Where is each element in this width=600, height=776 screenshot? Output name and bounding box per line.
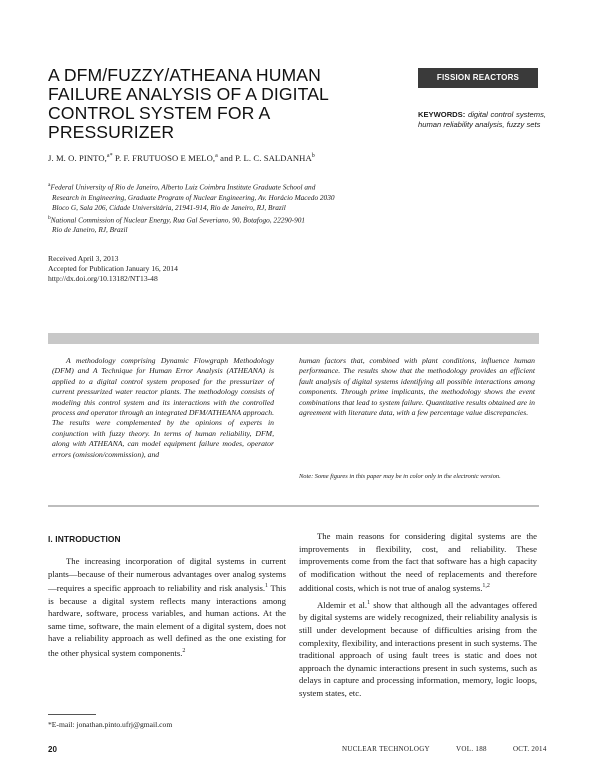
intro-left-text-1: The increasing incorporation of digital systems in current plants—because of their numerous advantages over analog systems—requires a specific approach to reliability and risk analysis. bbox=[48, 556, 286, 594]
publication-history bbox=[48, 254, 178, 285]
keywords-block bbox=[418, 110, 546, 129]
intro-right-text-1: The main reasons for considering digital systems are the improvements in flexibility, cost, and reliability. These improvements come from the fact that software has a high capacity of modification without the need of replacements and therefore additional costs, which is not true of analog systems. bbox=[299, 531, 537, 594]
citation-ref: 2 bbox=[182, 648, 186, 655]
affiliation-a-line3: Bloco G, Sala 206, Cidade Universitária, 21941-914, Rio de Janeiro, RJ, Brazil bbox=[52, 202, 286, 212]
author-2-sup: a bbox=[215, 153, 218, 160]
abstract-top-divider bbox=[48, 333, 539, 344]
abstract-left-column: A methodology comprising Dynamic Flowgraph Methodology (DFM) and A Technique for Human Error Analysis (ATHEANA) is applied to a digital control system proposed for the pressurizer of current pressurized water reactor plants. The methodology consists of modeling this control system and its interactions with the controlled process and operator through an integrated DFM/ATHEANA approach. The results were complemented by the opinions of experts in conjunction with fuzzy theory. In terms of human reliability, DFM, along with ATHEANA, can model equipment failure modes, operator errors (omission/commission), and bbox=[52, 356, 274, 459]
journal-date: OCT. 2014 bbox=[512, 745, 547, 753]
citation-ref: 1 bbox=[367, 599, 371, 606]
intro-right-paragraph-2 bbox=[299, 597, 537, 700]
author-3-sup: b bbox=[311, 153, 315, 160]
affiliation-b-text1: National Commission of Nuclear Energy, Rua Gal Severiano, 90, Botafogo, 22290-901 bbox=[50, 215, 306, 225]
affiliation-b-line1 bbox=[48, 213, 428, 226]
paper-title: A DFM/FUZZY/ATHEANA HUMAN FAILURE ANALYSIS OF A DIGITAL CONTROL SYSTEM FOR A PRESSURIZER bbox=[48, 65, 329, 142]
intro-right-column bbox=[299, 530, 537, 700]
doi-link[interactable]: http://dx.doi.org/10.13182/NT13-48 bbox=[48, 274, 158, 284]
intro-left-paragraph bbox=[48, 555, 286, 660]
section-tag: FISSION REACTORS bbox=[418, 68, 538, 88]
page-number: 20 bbox=[48, 745, 57, 754]
color-note: Note: Some figures in this paper may be in color only in the electronic version. bbox=[299, 473, 501, 480]
affiliation-a-line1 bbox=[48, 180, 428, 193]
intro-right-text-2: Aldemir et al. bbox=[317, 599, 368, 610]
author-3: P. L. C. SALDANHA bbox=[235, 153, 312, 163]
section-heading-introduction: I. INTRODUCTION bbox=[48, 534, 121, 544]
received-date: Received April 3, 2013 bbox=[48, 254, 119, 263]
author-conj: and bbox=[220, 153, 233, 163]
accepted-date: Accepted for Publication January 16, 2014 bbox=[48, 264, 178, 274]
citation-ref: 1 bbox=[265, 583, 269, 590]
affiliation-b-line2: Rio de Janeiro, RJ, Brazil bbox=[52, 225, 128, 235]
author-1: J. M. O. PINTO, bbox=[48, 153, 107, 163]
author-1-sup: a* bbox=[106, 153, 113, 160]
running-footer bbox=[342, 745, 547, 753]
affiliation-b-sup: b bbox=[48, 214, 51, 221]
intro-right-text-3: show that although all the advantages offered by digital systems are widely recognized, their reliability analysis is still under development because of difficulties arising from the complexity, flexibility, and interactions present in such systems. The traditional approach of using fault trees is static and does not approach the dynamic interactions present in such systems, such as delays in capture and processing information, memory, logic loops, system states, etc. bbox=[299, 599, 537, 698]
abstract-right-column: human factors that, combined with plant conditions, influence human performance. The results show that the methodology provides an efficient fault analysis of digital systems identifying all possible interactions among components. Through prime implicants, the methodology shows the event combinations that lead to system failure. Quantitative results obtained are in agreement with literature data, with a few percentage value discrepancies. bbox=[299, 356, 535, 418]
footnote-rule bbox=[48, 714, 96, 715]
abstract-bottom-divider bbox=[48, 505, 539, 507]
footnote-email: *E-mail: jonathan.pinto.ufrj@gmail.com bbox=[48, 720, 173, 729]
affiliation-a-text1: Federal University of Rio de Janeiro, Alberto Luiz Coimbra Institute Graduate School and bbox=[50, 182, 316, 192]
affiliations bbox=[48, 180, 428, 235]
affiliation-a-line2: Research in Engineering, Graduate Program of Nuclear Engineering, Av. Horácio Macedo 2030 bbox=[52, 192, 335, 202]
affiliation-a-sup: a bbox=[48, 182, 51, 188]
journal-name: NUCLEAR TECHNOLOGY bbox=[342, 745, 430, 753]
keywords-label: KEYWORDS: bbox=[418, 110, 466, 119]
intro-left-text-2: This is because a digital system reflects many interactions among hardware, software, process variables, and human actions. At the same time, software, the main element of a digital system, does not have a reliability approach as well defined as the one existing for the other physical system components. bbox=[48, 583, 286, 658]
author-2: P. F. FRUTUOSO E MELO, bbox=[115, 153, 216, 163]
author-line bbox=[48, 153, 315, 163]
intro-right-paragraph-1 bbox=[299, 530, 537, 595]
citation-ref: 1,2 bbox=[482, 583, 490, 590]
keywords-text: digital control systems, human reliability analysis, fuzzy sets bbox=[418, 110, 546, 129]
journal-volume: VOL. 188 bbox=[456, 745, 487, 753]
